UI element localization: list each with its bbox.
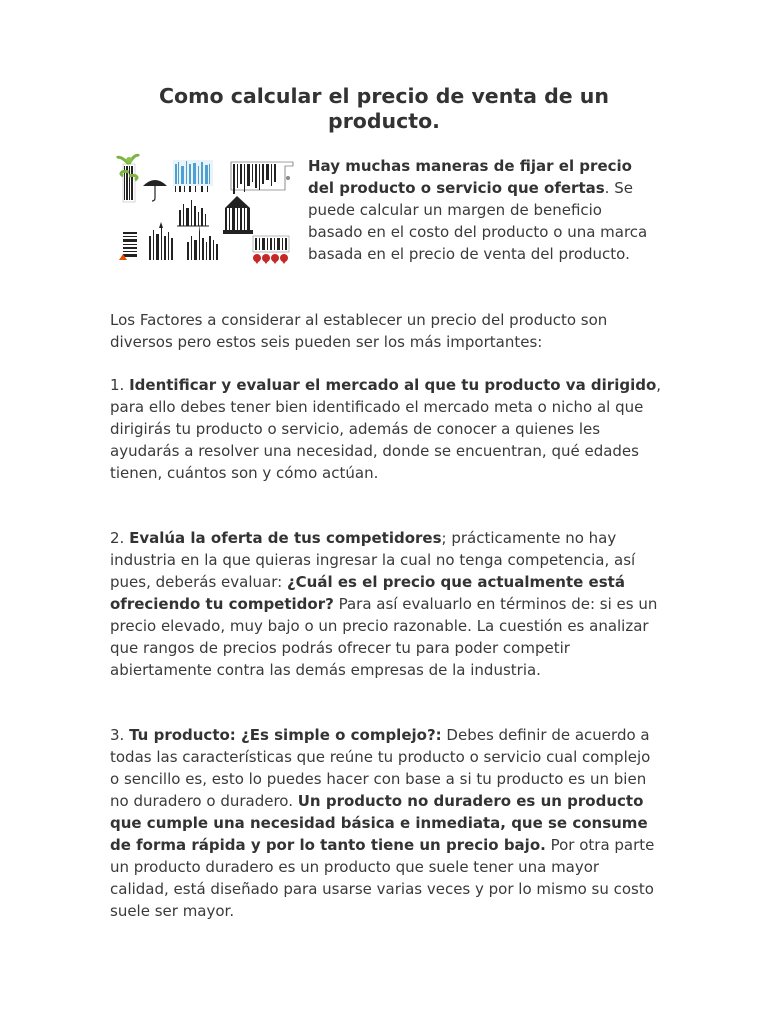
castle-barcode-icon	[149, 222, 173, 260]
towers-barcode-icon	[187, 224, 218, 260]
point-3-heading: Tu producto: ¿Es simple o complejo?:	[129, 726, 442, 744]
point-2-paragraph	[110, 527, 662, 681]
barcode-illustration	[113, 152, 295, 270]
point-3-text-2: Por otra parte un producto duradero es un producto que suele tener una mayor calidad, está diseñado para usarse varias veces y por lo mismo su costo suele ser mayor.	[110, 836, 655, 920]
hearts-barcode-icon	[253, 236, 289, 264]
point-1-paragraph	[110, 374, 662, 484]
point-1-number: 1.	[110, 376, 130, 394]
point-3-text-1: Debes definir de acuerdo a todas las características que reúne tu producto o servicio cual complejo o sencillo es, esto lo puedes hacer con base a si tu producto es un bien no duradero o duradero.	[110, 726, 651, 810]
intro-paragraph	[308, 155, 660, 265]
point-1-text: , para ello debes tener bien identificado el mercado meta o nicho al que dirigirás tu producto o servicio, además de conocer a quienes les ayudarás a resolver una necesidad, donde se encuentran, qué edades tienen, cuántos son y cómo actúan.	[110, 376, 662, 482]
point-3-number: 3.	[110, 726, 130, 744]
plant-barcode-icon	[117, 155, 139, 202]
creative-barcodes-icon	[113, 152, 295, 270]
point-3-emphasis: Un producto no duradero es un producto que cumple una necesidad básica e inmediata, que se consume de forma rápida y por lo tanto tiene un precio bajo.	[110, 792, 648, 854]
umbrella-barcode-icon	[143, 180, 167, 201]
intro-bold-text: Hay muchas maneras de fijar el precio del producto o servicio que ofertas	[308, 157, 632, 197]
page-title: Como calcular el precio de venta de un producto.	[159, 84, 609, 133]
lighthouse-barcode-icon	[223, 196, 253, 234]
point-2-text-1: ; prácticamente no hay industria en la que quieras ingresar la cual no tenga competencia, así pues, deberás evaluar:	[110, 529, 636, 591]
point-2-number: 2.	[110, 529, 130, 547]
intro-text: . Se puede calcular un margen de beneficio basado en el costo del producto o una marca basada en el precio de venta del producto.	[308, 179, 648, 263]
point-1-heading: Identificar y evaluar el mercado al que tu producto va dirigido	[129, 376, 657, 394]
point-3-paragraph	[110, 724, 662, 922]
factors-intro-paragraph: Los Factores a considerar al establecer un precio del producto son diversos pero estos seis pueden ser los más importantes:	[110, 311, 608, 351]
building-barcode-icon	[173, 160, 213, 192]
city-barcode-icon	[177, 200, 209, 226]
waterfall-barcode-icon	[231, 162, 293, 194]
point-2-question: ¿Cuál es el precio que actualmente está ofreciendo tu competidor?	[110, 573, 625, 613]
point-2-heading: Evalúa la oferta de tus competidores	[129, 529, 442, 547]
point-2-text-2: Para así evaluarlo en términos de: si es un precio elevado, muy bajo o un precio razonable. La cuestión es analizar que rangos de precios podrás ofrecer tu para poder competir abiertamente contra las demás empresas de la industria.	[110, 595, 658, 679]
vertical-barcode-icon	[119, 232, 137, 260]
